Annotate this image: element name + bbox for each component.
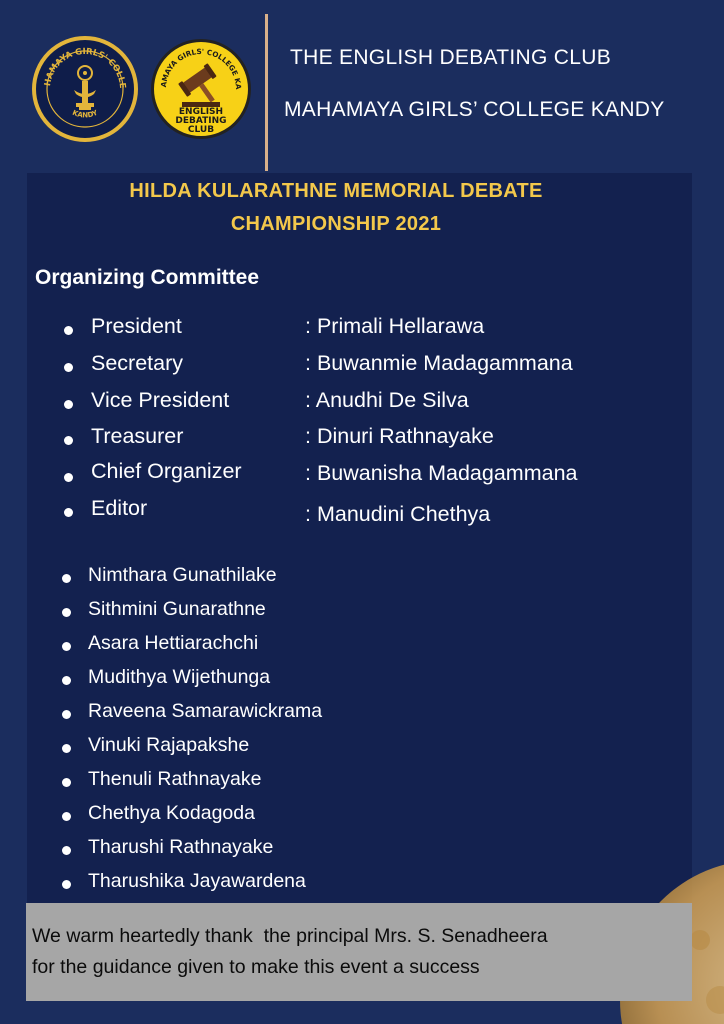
role-name: : Anudhi De Silva: [305, 388, 469, 412]
role-label: Chief Organizer: [91, 459, 242, 483]
thanks-message: [32, 921, 692, 983]
role-name: : Buwanisha Madagammana: [305, 461, 578, 485]
college-logo-top-text: HAMAYA GIRLS' COLLE: [43, 46, 128, 89]
bullet-icon: [62, 744, 71, 753]
bullet-icon: [62, 846, 71, 855]
thanks-line2: for the guidance given to make this event a success: [32, 956, 480, 978]
list-item: Raveena Samarawickrama: [88, 700, 323, 722]
role-row: [0, 386, 724, 422]
club-logo-line3: CLUB: [187, 125, 215, 135]
role-name: : Manudini Chethya: [305, 502, 491, 526]
role-row: [0, 459, 724, 495]
bullet-icon: [62, 642, 71, 651]
header-divider: [265, 14, 268, 171]
thanks-box: [26, 903, 692, 1001]
event-title: [27, 175, 645, 241]
committee-heading: Organizing Committee: [35, 266, 260, 289]
bullet-icon: [64, 508, 73, 517]
list-item: Nimthara Gunathilake: [88, 564, 277, 586]
bullet-icon: [62, 574, 71, 583]
bullet-icon: [62, 676, 71, 685]
bullet-icon: [64, 326, 73, 335]
bullet-icon: [62, 778, 71, 787]
list-item: Asara Hettiarachchi: [88, 632, 259, 654]
club-logo-line2: DEBATING: [175, 116, 227, 126]
club-logo-top-text: AMAYA GIRLS' COLLEGE KA: [158, 46, 244, 90]
bullet-icon: [62, 608, 71, 617]
role-label: Treasurer: [91, 424, 184, 448]
club-logo-line1: ENGLISH: [178, 107, 224, 117]
bullet-icon: [62, 710, 71, 719]
role-row: [0, 422, 724, 458]
bullet-icon: [64, 473, 73, 482]
role-label: Vice President: [91, 388, 230, 412]
college-logo-bottom-text: KANDY: [71, 108, 99, 120]
gavel-icon: [154, 42, 248, 136]
bullet-icon: [62, 880, 71, 889]
list-item: Thenuli Rathnayake: [88, 768, 262, 790]
svg-text:MAHAMAYA GIRLS' COLLEGE: [36, 40, 127, 89]
list-item: Mudithya Wijethunga: [88, 666, 271, 688]
bullet-icon: [64, 363, 73, 372]
svg-text:KANDY: [71, 108, 100, 119]
role-label: Secretary: [91, 351, 184, 375]
list-item: Tharushi Rathnayake: [88, 836, 274, 858]
club-name: THE ENGLISH DEBATING CLUB: [290, 46, 612, 69]
bullet-icon: [62, 812, 71, 821]
list-item: Tharushika Jayawardena: [88, 870, 306, 892]
role-row: [0, 496, 724, 532]
role-name: : Dinuri Rathnayake: [305, 424, 494, 448]
list-item: Vinuki Rajapakshe: [88, 734, 250, 756]
college-name: MAHAMAYA GIRLS’ COLLEGE KANDY: [284, 98, 665, 121]
role-row: [0, 312, 724, 348]
thanks-line1: We warm heartedly thank the principal Mrs. S. Senadheera: [32, 925, 548, 947]
club-logo: [151, 39, 251, 139]
list-item: Sithmini Gunarathne: [88, 598, 266, 620]
role-row: [0, 349, 724, 385]
bullet-icon: [64, 436, 73, 445]
event-title-line1: HILDA KULARATHNE MEMORIAL DEBATE: [129, 180, 543, 202]
lamp-icon: [36, 40, 134, 138]
role-label: President: [91, 314, 182, 338]
event-title-line2: CHAMPIONSHIP 2021: [230, 213, 442, 235]
list-item: Chethya Kodagoda: [88, 802, 255, 824]
bullet-icon: [64, 400, 73, 409]
role-name: : Primali Hellarawa: [305, 314, 485, 338]
college-logo: [32, 36, 138, 142]
role-label: Editor: [91, 496, 148, 520]
role-name: : Buwanmie Madagammana: [305, 351, 573, 375]
